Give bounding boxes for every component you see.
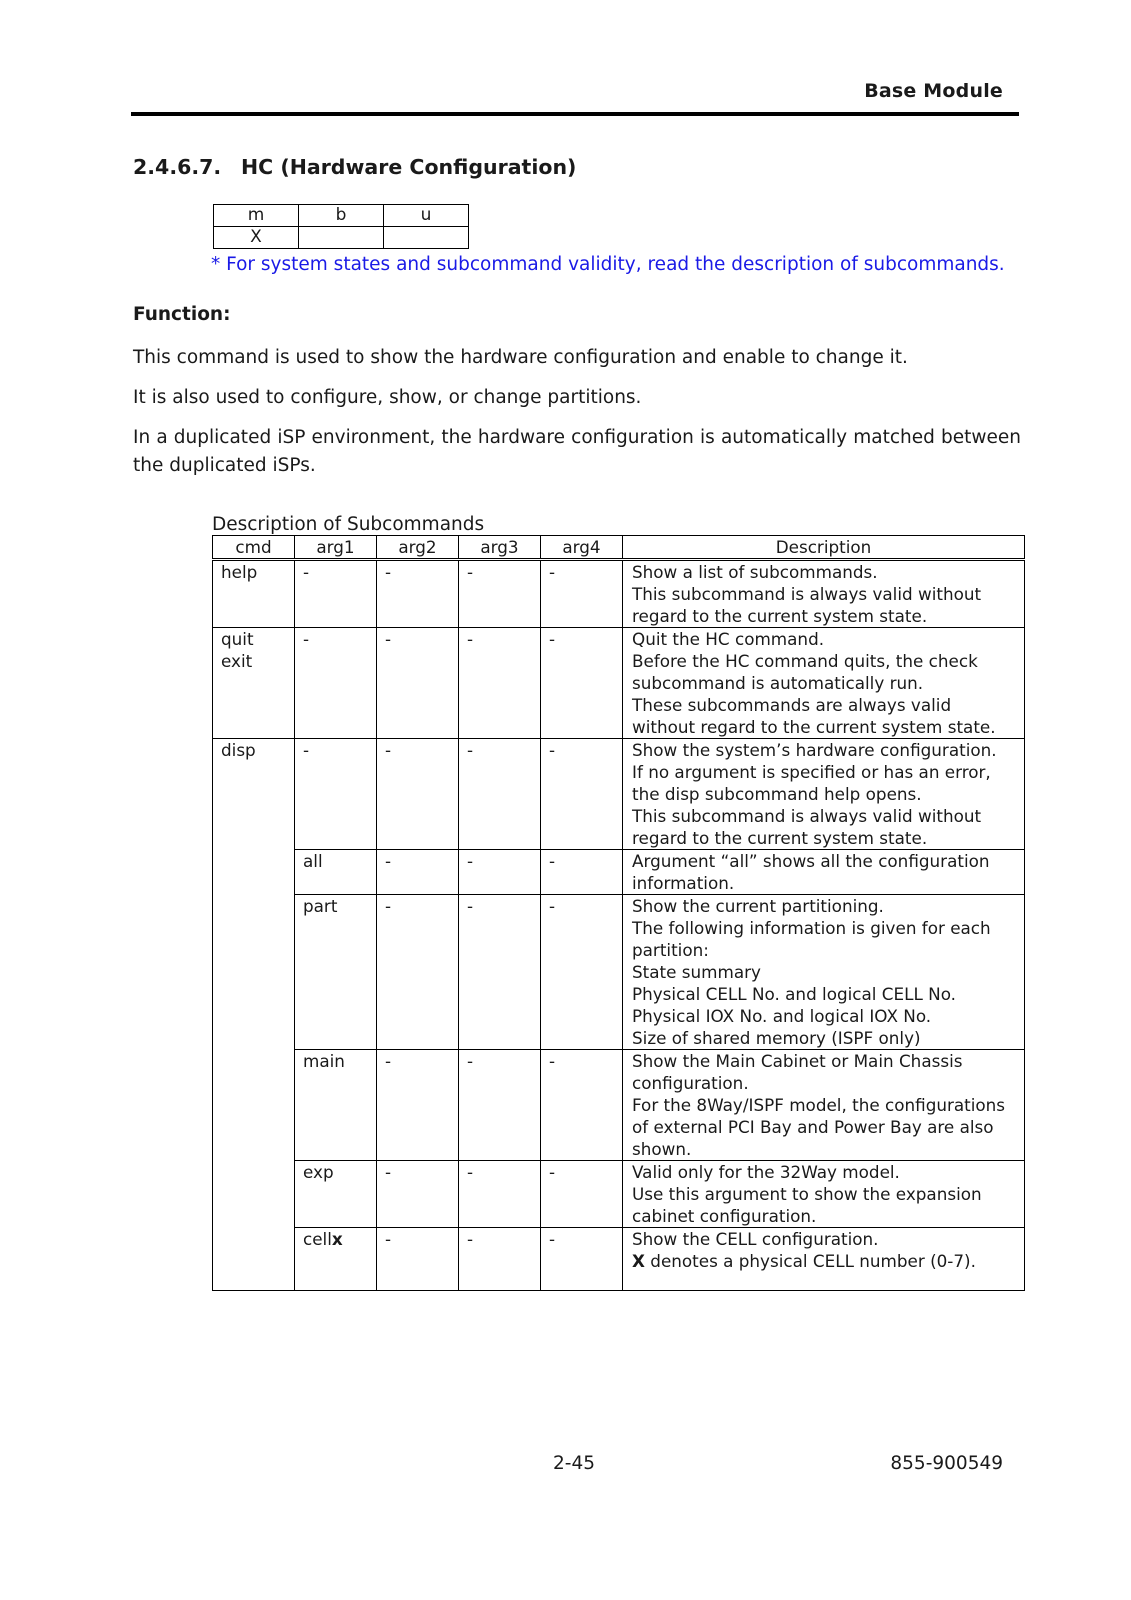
cmd-cell xyxy=(213,850,295,895)
arg2-cell: - xyxy=(377,628,459,739)
arg4-cell: - xyxy=(541,1161,623,1228)
description-line: partition: xyxy=(632,940,709,960)
table-row xyxy=(213,895,1025,1050)
arg1-cell: - xyxy=(295,628,377,739)
arg1-cell: all xyxy=(295,850,377,895)
table-row xyxy=(213,1050,1025,1161)
state-header-u: u xyxy=(384,205,469,227)
cmd-cell xyxy=(213,895,295,1050)
description-cell xyxy=(623,1161,1025,1228)
arg2-cell: - xyxy=(377,739,459,850)
column-header-cmd: cmd xyxy=(213,536,295,560)
description-line: This subcommand is always valid without xyxy=(632,584,982,604)
description-line: Show a list of subcommands. xyxy=(632,562,878,582)
arg2-cell: - xyxy=(377,1228,459,1291)
description-line: Show the Main Cabinet or Main Chassis xyxy=(632,1051,963,1071)
cmd-cell xyxy=(213,1161,295,1228)
table-row xyxy=(213,560,1025,628)
arg2-cell: - xyxy=(377,895,459,1050)
arg3-cell: - xyxy=(459,1161,541,1228)
description-line: without regard to the current system state. xyxy=(632,717,996,737)
description-cell xyxy=(623,850,1025,895)
description-line: the disp subcommand help opens. xyxy=(632,784,922,804)
cmd-cell xyxy=(213,739,295,850)
description-line: cabinet configuration. xyxy=(632,1206,817,1226)
column-header-arg4: arg4 xyxy=(541,536,623,560)
state-value-b xyxy=(299,227,384,249)
arg3-cell: - xyxy=(459,1050,541,1161)
table-caption: Description of Subcommands xyxy=(212,514,485,535)
arg1-cell: main xyxy=(295,1050,377,1161)
table-row xyxy=(213,1161,1025,1228)
arg2-cell: - xyxy=(377,560,459,628)
arg1-bold: x xyxy=(331,1229,343,1249)
description-line: If no argument is specified or has an error, xyxy=(632,762,991,782)
validity-note: * For system states and subcommand validity, read the description of subcommands. xyxy=(211,254,1005,275)
cmd-name: disp xyxy=(221,740,256,760)
description-line: These subcommands are always valid xyxy=(632,695,952,715)
description-line: of external PCI Bay and Power Bay are also xyxy=(632,1117,994,1137)
description-line: This subcommand is always valid without xyxy=(632,806,982,826)
column-header-arg3: arg3 xyxy=(459,536,541,560)
description-line: Quit the HC command. xyxy=(632,629,825,649)
cmd-name: help xyxy=(221,562,258,582)
description-line: For the 8Way/ISPF model, the configurations xyxy=(632,1095,1006,1115)
function-paragraph: This command is used to show the hardware configuration and enable to change it. xyxy=(133,347,908,368)
column-header-description: Description xyxy=(623,536,1025,560)
arg3-cell: - xyxy=(459,628,541,739)
function-paragraph: It is also used to configure, show, or change partitions. xyxy=(133,387,642,408)
cmd-cell xyxy=(213,1228,295,1291)
description-line: The following information is given for each xyxy=(632,918,991,938)
state-header-b: b xyxy=(299,205,384,227)
section-title: HC (Hardware Configuration) xyxy=(241,155,577,179)
cmd-cell xyxy=(213,628,295,739)
description-line: Physical CELL No. and logical CELL No. xyxy=(632,984,957,1004)
description-line: regard to the current system state. xyxy=(632,828,928,848)
description-line: State summary xyxy=(632,962,761,982)
description-cell xyxy=(623,895,1025,1050)
arg2-cell: - xyxy=(377,1161,459,1228)
arg1-cell: part xyxy=(295,895,377,1050)
subcommands-table xyxy=(212,535,1025,1291)
description-line: Show the system’s hardware configuration. xyxy=(632,740,997,760)
description-cell xyxy=(623,560,1025,628)
description-line: Size of shared memory (ISPF only) xyxy=(632,1028,921,1048)
description-line: information. xyxy=(632,873,735,893)
description-bold: X xyxy=(632,1251,645,1271)
cmd-name: exit xyxy=(221,651,253,671)
arg3-cell: - xyxy=(459,560,541,628)
description-line: Valid only for the 32Way model. xyxy=(632,1162,900,1182)
description-line: Show the CELL configuration. xyxy=(632,1229,879,1249)
arg2-cell: - xyxy=(377,1050,459,1161)
arg4-cell: - xyxy=(541,1228,623,1291)
section-heading xyxy=(133,155,576,179)
arg4-cell: - xyxy=(541,560,623,628)
description-cell xyxy=(623,1228,1025,1291)
description-line: regard to the current system state. xyxy=(632,606,928,626)
arg4-cell: - xyxy=(541,895,623,1050)
page-header-title: Base Module xyxy=(864,80,1003,102)
description-line: Show the current partitioning. xyxy=(632,896,884,916)
cmd-cell xyxy=(213,560,295,628)
arg1-cell: - xyxy=(295,560,377,628)
arg3-cell: - xyxy=(459,1228,541,1291)
arg3-cell: - xyxy=(459,739,541,850)
description-line: subcommand is automatically run. xyxy=(632,673,924,693)
table-row xyxy=(213,739,1025,850)
document-number: 855-900549 xyxy=(890,1453,1003,1474)
function-paragraph: In a duplicated iSP environment, the hardware configuration is automatically matched between the duplicated iSPs. xyxy=(133,427,1021,476)
description-cell xyxy=(623,1050,1025,1161)
system-state-table xyxy=(213,204,469,249)
arg4-cell: - xyxy=(541,739,623,850)
description-line: Physical IOX No. and logical IOX No. xyxy=(632,1006,932,1026)
arg3-cell: - xyxy=(459,895,541,1050)
description-line: configuration. xyxy=(632,1073,749,1093)
cmd-cell xyxy=(213,1050,295,1161)
column-header-arg1: arg1 xyxy=(295,536,377,560)
arg1-cell: exp xyxy=(295,1161,377,1228)
description-rest: denotes a physical CELL number (0-7). xyxy=(644,1251,976,1271)
header-rule xyxy=(131,112,1019,116)
description-cell xyxy=(623,739,1025,850)
column-header-arg2: arg2 xyxy=(377,536,459,560)
arg4-cell: - xyxy=(541,850,623,895)
cmd-name: quit xyxy=(221,629,254,649)
section-number: 2.4.6.7. xyxy=(133,155,222,179)
arg1-base: cell xyxy=(303,1229,332,1249)
description-line: Argument “all” shows all the configuration xyxy=(632,851,990,871)
state-value-m: X xyxy=(214,227,299,249)
function-heading: Function: xyxy=(133,304,231,325)
arg1-cell xyxy=(295,1228,377,1291)
description-line: Before the HC command quits, the check xyxy=(632,651,978,671)
arg4-cell: - xyxy=(541,628,623,739)
page-number: 2-45 xyxy=(553,1453,595,1474)
table-row xyxy=(213,628,1025,739)
description-cell xyxy=(623,628,1025,739)
table-row xyxy=(213,1228,1025,1291)
arg1-cell: - xyxy=(295,739,377,850)
arg3-cell: - xyxy=(459,850,541,895)
description-line: Use this argument to show the expansion xyxy=(632,1184,982,1204)
description-line xyxy=(632,1250,1024,1272)
arg4-cell: - xyxy=(541,1050,623,1161)
arg2-cell: - xyxy=(377,850,459,895)
table-row xyxy=(213,850,1025,895)
description-line: shown. xyxy=(632,1139,692,1159)
state-header-m: m xyxy=(214,205,299,227)
state-value-u xyxy=(384,227,469,249)
